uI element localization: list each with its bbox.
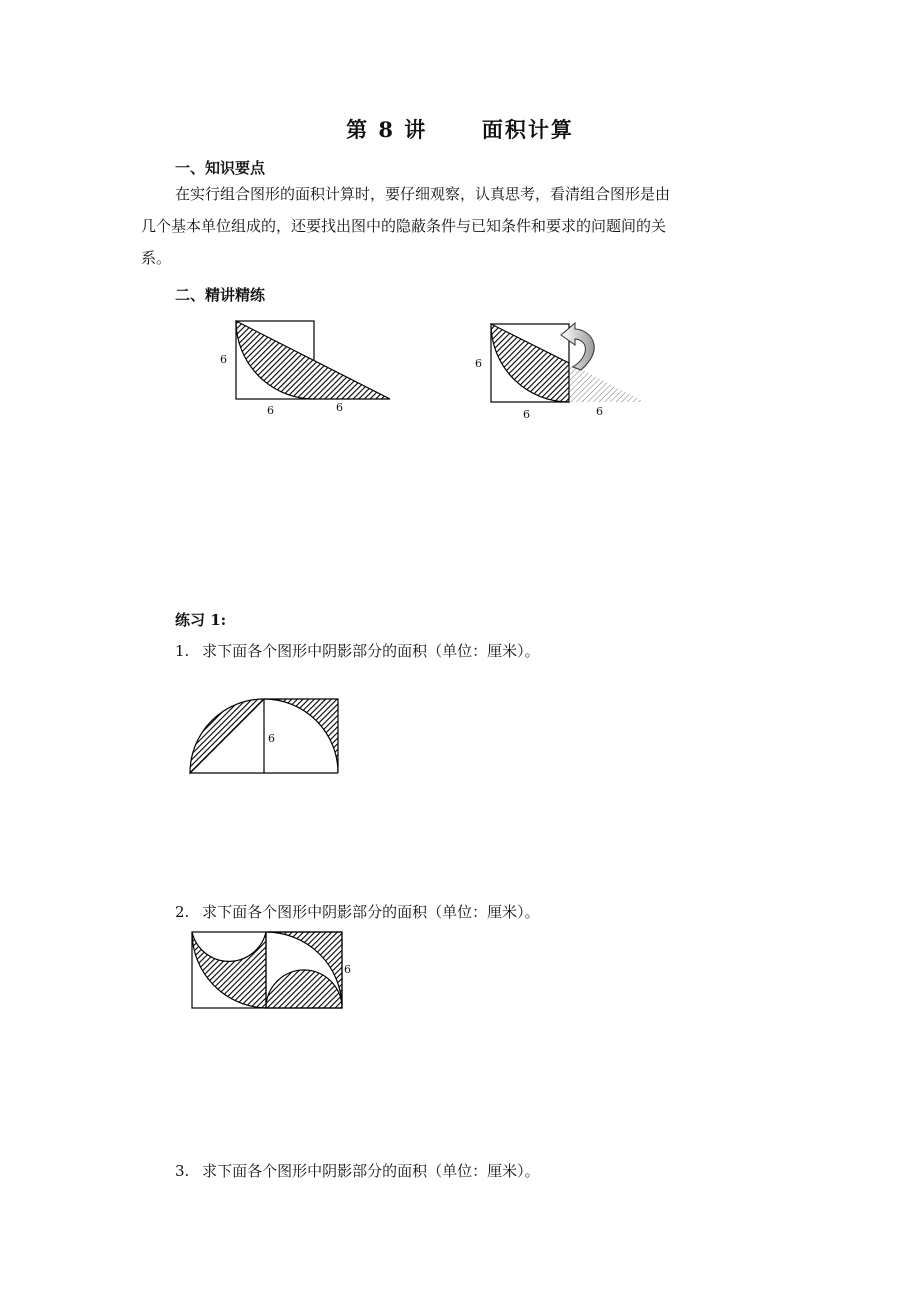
label-side: 6 xyxy=(220,353,227,366)
q1-figure xyxy=(185,692,345,782)
section-practice-heading: 二、精讲精练 xyxy=(175,286,266,304)
label-side: 6 xyxy=(344,963,351,976)
label-extension: 6 xyxy=(596,405,603,418)
lecture-name: 面积计算 xyxy=(481,117,574,142)
page-title xyxy=(0,114,920,144)
question-text: 求下面各个图形中阴影部分的面积（单位：厘米）。 xyxy=(202,1162,540,1180)
label-side: 6 xyxy=(475,357,482,370)
shaded-left xyxy=(192,932,266,1008)
example-figure-2 xyxy=(465,315,665,425)
shaded-right xyxy=(264,699,338,773)
lecture-number: 第 8 讲 xyxy=(346,117,428,142)
question-text: 求下面各个图形中阴影部分的面积（单位：厘米）。 xyxy=(202,642,540,660)
paragraph-line-1: 在实行组合图形的面积计算时，要仔细观察，认真思考，看清组合图形是由 xyxy=(175,185,671,203)
question-2 xyxy=(175,901,540,922)
shaded-right-bottom xyxy=(266,970,342,1008)
question-number: 1. xyxy=(175,642,190,660)
question-3 xyxy=(175,1160,540,1181)
q2-figure xyxy=(188,928,358,1014)
label-extension: 6 xyxy=(336,401,343,414)
question-number: 3. xyxy=(175,1162,190,1180)
paragraph-line-2: 几个基本单位组成的，还要找出图中的隐蔽条件与已知条件和要求的问题间的关 xyxy=(141,217,667,235)
question-text: 求下面各个图形中阴影部分的面积（单位：厘米）。 xyxy=(202,903,540,921)
question-1 xyxy=(175,640,540,661)
label-bottom: 6 xyxy=(523,408,530,421)
question-number: 2. xyxy=(175,903,190,921)
example-figure-1 xyxy=(210,315,410,425)
paragraph-line-3: 系。 xyxy=(141,249,172,267)
label-bottom: 6 xyxy=(267,404,274,417)
exercise-heading: 练习 1: xyxy=(175,611,227,629)
shaded-region xyxy=(236,321,390,399)
section-knowledge-heading: 一、知识要点 xyxy=(175,159,266,177)
label-side: 6 xyxy=(268,732,275,745)
shaded-region xyxy=(491,324,569,402)
